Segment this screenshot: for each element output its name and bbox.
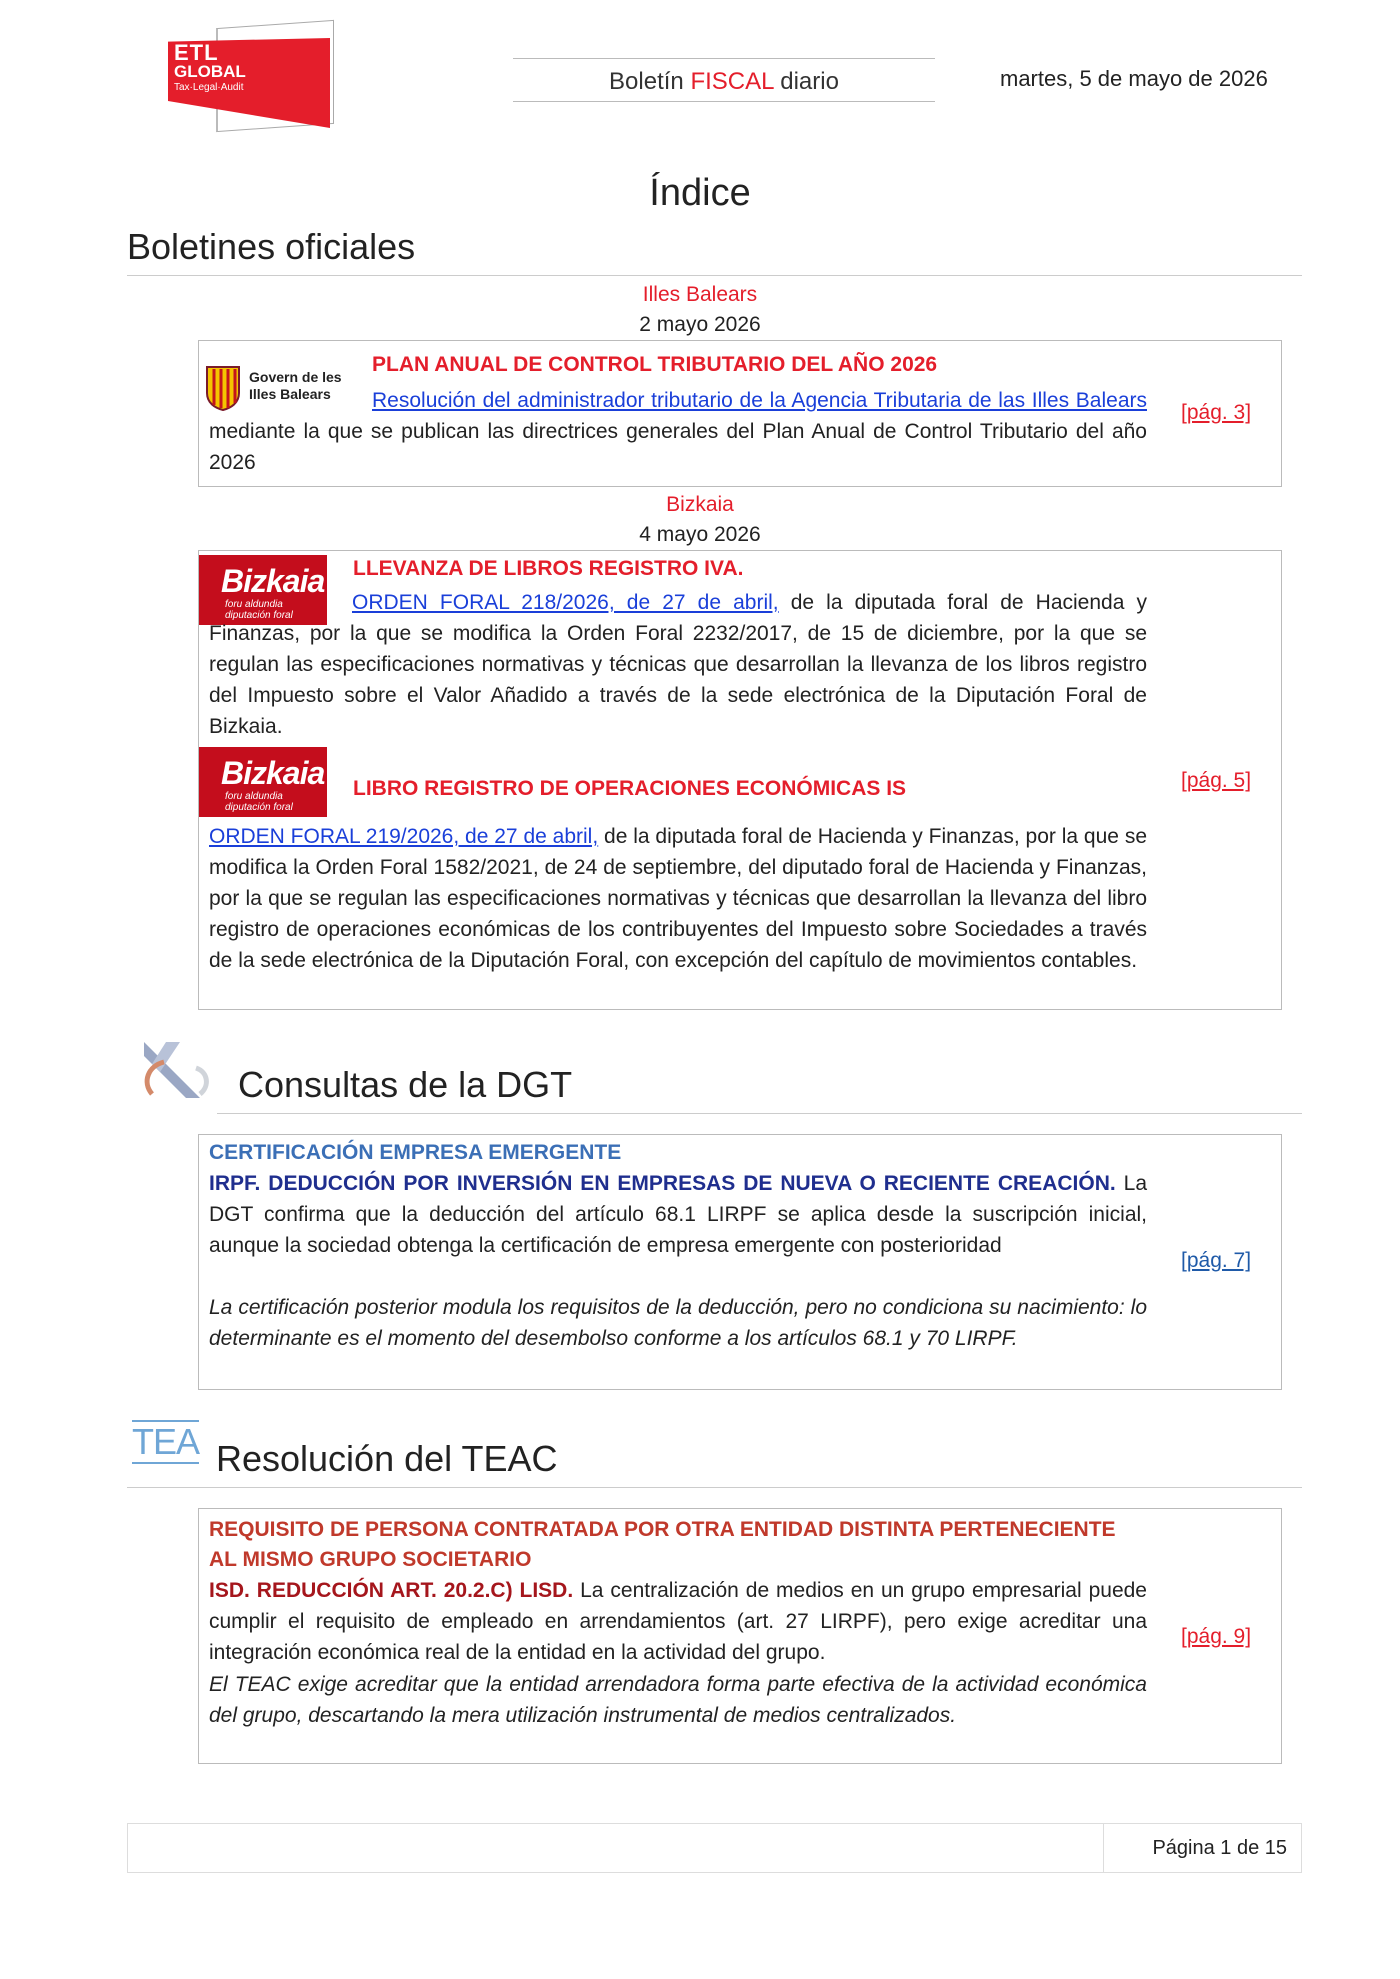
section-divider [217,1113,1302,1114]
teac-commentary: El TEAC exige acreditar que la entidad arrendadora forma parte efectiva de la actividad económica del grupo, descartando la mera utilización instrumental de medios centralizados. [209,1673,1147,1727]
index-title: Índice [649,172,751,214]
dgt-commentary: La certificación posterior modula los requisitos de la deducción, pero no condiciona su nacimiento: lo determinante es el momento del desembolso conforme a los artículos 68.1 y 70 LIRPF. [209,1296,1147,1350]
bizkaia-logo: Bizkaia foru aldundia diputación foral [199,747,327,817]
bizkaia-item2-heading: LIBRO REGISTRO DE OPERACIONES ECONÓMICAS IS [353,777,907,800]
bizkaia-entry [198,550,1282,1010]
baleares-entry [198,340,1282,487]
baleares-description: Resolución del administrador tributario de la Agencia Tributaria de las Illes Balears mediante la que se publican las directrices generales del Plan Anual de Control Tributario del año 2026 [209,389,1147,474]
logo-line2: GLOBAL [174,62,246,81]
page-ref-5[interactable]: [pág. 5] [1181,769,1252,792]
dgt-entry [198,1134,1282,1390]
page-footer [127,1823,1302,1873]
region-bizkaia: Bizkaia [666,493,734,516]
baleares-resolution-link[interactable]: Resolución del administrador tributario de la Agencia Tributaria de las Illes Balears [372,389,1147,412]
page-ref-3[interactable]: [pág. 3] [1181,401,1252,424]
teac-entry [198,1508,1282,1764]
page-ref-7[interactable]: [pág. 7] [1181,1249,1252,1272]
bulletin-title: Boletín FISCAL diario [513,58,935,102]
teac-description: ISD. REDUCCIÓN ART. 20.2.C) LISD. La centralización de medios en un grupo empresarial puede cumplir el requisito de empleado en arrendamientos (art. 27 LIRPF), pero exige acreditar una integración económica real de la entidad en la actividad del grupo. [209,1579,1147,1664]
teac-heading: REQUISITO DE PERSONA CONTRATADA POR OTRA ENTIDAD DISTINTA PERTENECIENTE AL MISMO GRUPO SOCIETARIO [209,1518,1116,1571]
region-baleares: Illes Balears [642,283,758,306]
etl-global-logo [166,24,336,131]
orden-foral-219-link[interactable]: ORDEN FORAL 219/2026, de 27 de abril, [209,825,599,848]
section-title-dgt: Consultas de la DGT [238,1064,573,1105]
baleares-heading: PLAN ANUAL DE CONTROL TRIBUTARIO DEL AÑO 2026 [372,353,938,376]
page-ref-9[interactable]: [pág. 9] [1181,1625,1252,1648]
bizkaia-logo: Bizkaia foru aldundia diputación foral [199,555,327,625]
date-bizkaia: 4 mayo 2026 [639,523,761,546]
bizkaia-item1-description: ORDEN FORAL 218/2026, de 27 de abril, de la diputada foral de Hacienda y Finanzas, por la que se modifica la Orden Foral 2232/2017, de 15 de diciembre, por la que se regulan las especificaciones normativas y técnicas que desarrollan la llevanza de los libros registro del Impuesto sobre el Valor Añadido a través de la sede electrónica de la Diputación Foral de Bizkaia. [209,591,1147,738]
orden-foral-218-link[interactable]: ORDEN FORAL 218/2026, de 27 de abril, [352,591,779,614]
logo-line3: Tax·Legal·Audit [174,82,244,93]
section-title-boletines: Boletines oficiales [127,226,416,267]
bizkaia-item1-heading: LLEVANZA DE LIBROS REGISTRO IVA. [353,557,744,580]
agencia-tributaria-icon [138,1038,218,1104]
logo-line1: ETL [174,40,219,65]
section-divider [127,275,1302,276]
dgt-description: IRPF. DEDUCCIÓN POR INVERSIÓN EN EMPRESAS DE NUEVA O RECIENTE CREACIÓN. La DGT confirma que la deducción del artículo 68.1 LIRPF se aplica desde la suscripción inicial, aunque la sociedad obtenga la certificación de empresa emergente con posterioridad [209,1172,1148,1257]
page-number: Página 1 de 15 [1152,1837,1287,1859]
teac-logo: TEA [132,1421,200,1462]
govern-balears-logo-text: Govern de les Illes Balears [249,369,342,402]
section-title-teac: Resolución del TEAC [216,1438,558,1479]
dgt-heading: CERTIFICACIÓN EMPRESA EMERGENTE [209,1141,622,1164]
date-baleares: 2 mayo 2026 [639,313,761,336]
bizkaia-item2-description: ORDEN FORAL 219/2026, de 27 de abril, de la diputada foral de Hacienda y Finanzas, por la que se modifica la Orden Foral 1582/2021, de 24 de septiembre, del diputado foral de Hacienda y Finanzas, por la que se regulan las especificaciones normativas y técnicas que desarrollan la llevanza del libro registro de operaciones económicas de los contribuyentes del Impuesto sobre Sociedades a través de la sede electrónica de la Diputación Foral, con excepción del capítulo de movimientos contables. [209,825,1147,972]
section-divider [127,1487,1302,1488]
header-date: martes, 5 de mayo de 2026 [1000,66,1268,91]
